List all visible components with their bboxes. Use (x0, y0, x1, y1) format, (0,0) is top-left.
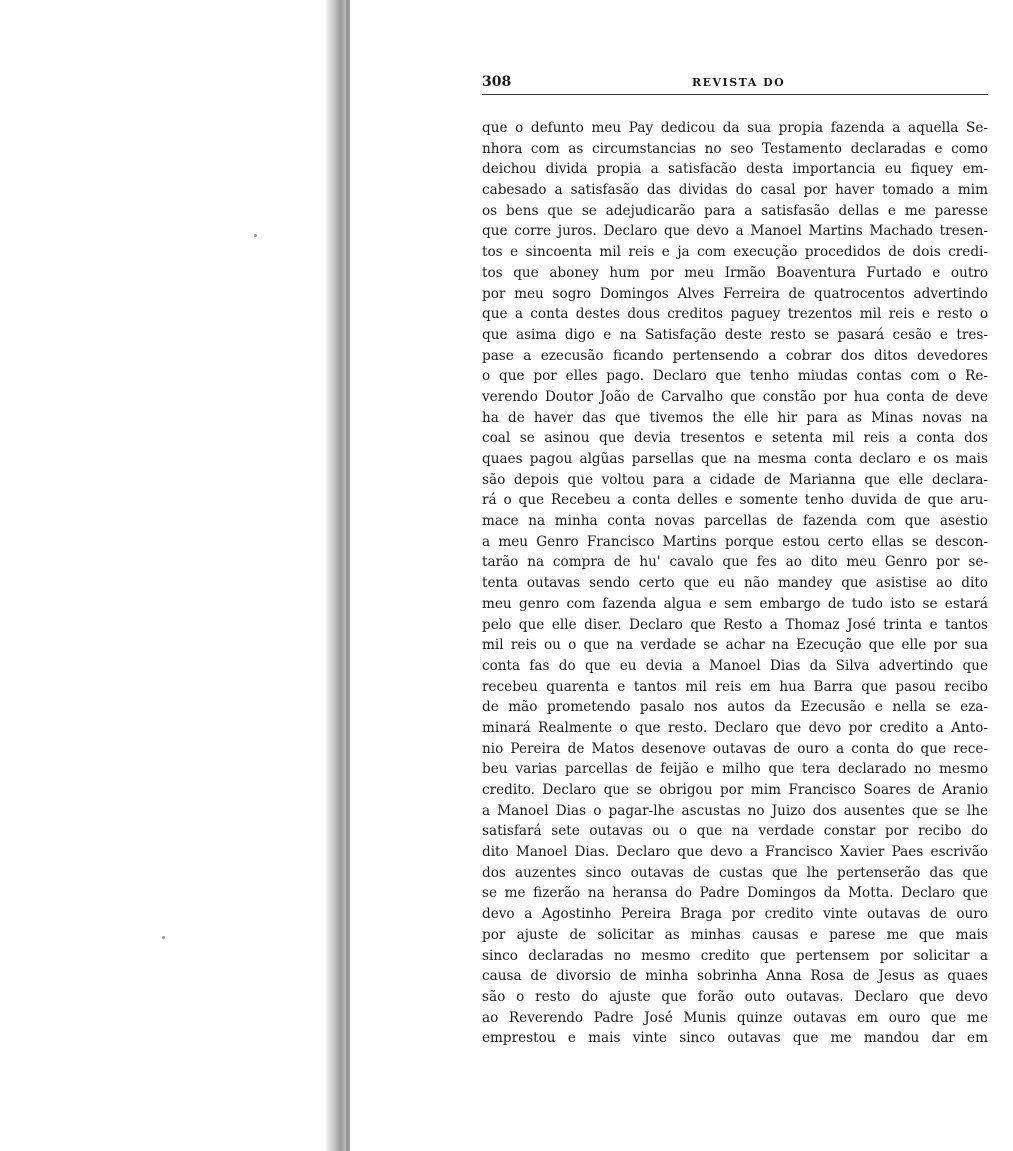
page-header (482, 72, 990, 92)
text-line: tos que aboney hum por meu Irmão Boaventura Furtado e outro (482, 264, 988, 281)
text-line: sinco declaradas no mesmo credito que pertensem por solicitar a (482, 947, 988, 964)
text-line: conta fas do que eu devia a Manoel Dias da Silva advertindo que (482, 657, 988, 674)
paper-speck (162, 936, 165, 939)
text-line: quaes pagou algũas parsellas que na mesma conta declaro e os mais (482, 451, 988, 467)
page-number: 308 (482, 74, 512, 90)
text-line: de mão prometendo pasalo nos autos da Ezecusão e nella se eza- (482, 699, 988, 716)
text-line: por ajuste de solicitar as minhas causas e parese me que mais (482, 926, 988, 943)
text-line: que asima digo e na Satisfação deste resto se pasará cesão e tres- (482, 326, 988, 343)
header-rule (482, 94, 988, 95)
text-line: beu varias parcellas de feijão e milho que tera declarado no mesmo (482, 761, 988, 778)
text-line: rá o que Recebeu a conta delles e somente tenho duvida de que aru- (482, 492, 988, 509)
text-line: ha de haver das que tivemos the elle hir para as Minas novas na (482, 409, 988, 426)
text-line: tarão na compra de hu' cavalo que fes ao dito meu Genro por se- (482, 554, 988, 571)
text-line: satisfará sete outavas ou o que na verdade constar por recibo do (482, 823, 988, 840)
text-line: a meu Genro Francisco Martins porque estou certo ellas se descon- (482, 533, 988, 550)
text-line: são o resto do ajuste que forão outo outavas. Declaro que devo (482, 988, 988, 1005)
text-line: se me fizerão na heransa do Padre Domingos da Motta. Declaro que (482, 885, 988, 902)
text-line: mace na minha conta novas parcellas de fazenda com que asestio (482, 513, 988, 530)
text-line: meu genro com fazenda algua e sem embargo de tudo isto se estará (482, 595, 988, 612)
text-line: minará Realmente o que resto. Declaro que devo por credito a Anto- (482, 719, 988, 736)
text-line: cabesado a satisfasão das dividas do casal por haver tomado a mim (482, 182, 988, 199)
text-line: ao Reverendo Padre José Munis quinze outavas em ouro que me (482, 1009, 988, 1026)
running-head: REVISTA DO (692, 76, 786, 89)
text-line: credito. Declaro que se obrigou por mim Francisco Soares de Aranio (482, 782, 988, 798)
text-line: a Manoel Dias o pagar-lhe ascustas no Juizo dos ausentes que se lhe (482, 802, 988, 819)
text-line: dos auzentes sinco outavas de custas que lhe pertenserão das que (482, 864, 988, 881)
text-line: mil reis ou o que na verdade se achar na Ezecução que elle por sua (482, 637, 988, 654)
text-line: causa de divorsio de minha sobrinha Anna Rosa de Jesus as quaes (482, 968, 988, 985)
book-binding-edge (346, 0, 350, 1151)
text-line: que o defunto meu Pay dedicou da sua propia fazenda a aquella Se- (482, 120, 988, 136)
text-line: pase a ezecusão ficando pertensendo a cobrar dos ditos devedores (482, 347, 988, 364)
text-line: nio Pereira de Matos desenove outavas de ouro a conta do que rece- (482, 740, 988, 757)
text-line: são depois que voltou para a cidade de Marianna que elle declara- (482, 471, 988, 488)
text-line: dito Manoel Dias. Declaro que devo a Francisco Xavier Paes escrivão (482, 844, 988, 861)
text-line: os bens que se adejudicarão para a satisfasão dellas e me paresse (482, 202, 988, 219)
text-line: que a conta destes dous creditos paguey trezentos mil reis e resto o (482, 306, 988, 323)
text-line: emprestou e mais vinte sinco outavas que me mandou dar em (482, 1030, 988, 1047)
text-line: pelo que elle diser. Declaro que Resto a Thomaz José trinta e tantos (482, 616, 988, 633)
text-line: deichou divida propia a satisfacão desta importancia eu fiquey em- (482, 161, 988, 178)
text-line: por meu sogro Domingos Alves Ferreira de quatrocentos advertindo (482, 285, 988, 302)
text-line: recebeu quarenta e tantos mil reis em hua Barra que pasou recibo (482, 678, 988, 695)
text-line: tos e sincoenta mil reis e ja com execução procedidos de dois credi- (482, 244, 988, 261)
paper-speck (254, 234, 257, 237)
body-text (482, 118, 988, 1049)
text-line: nhora com as circumstancias no seo Testamento declaradas e como (482, 140, 988, 157)
text-line: que corre juros. Declaro que devo a Manoel Martins Machado tresen- (482, 223, 988, 240)
text-line: verendo Doutor João de Carvalho que constão por hua conta de deve (482, 388, 988, 405)
text-line: o que por elles pago. Declaro que tenho miudas contas com o Re- (482, 368, 988, 385)
text-line: tenta outavas sendo certo que eu não mandey que asistise ao dito (482, 575, 988, 592)
text-line: devo a Agostinho Pereira Braga por credito vinte outavas de ouro (482, 906, 988, 923)
text-line: coal se asinou que devia tresentos e setenta mil reis a conta dos (482, 430, 988, 447)
